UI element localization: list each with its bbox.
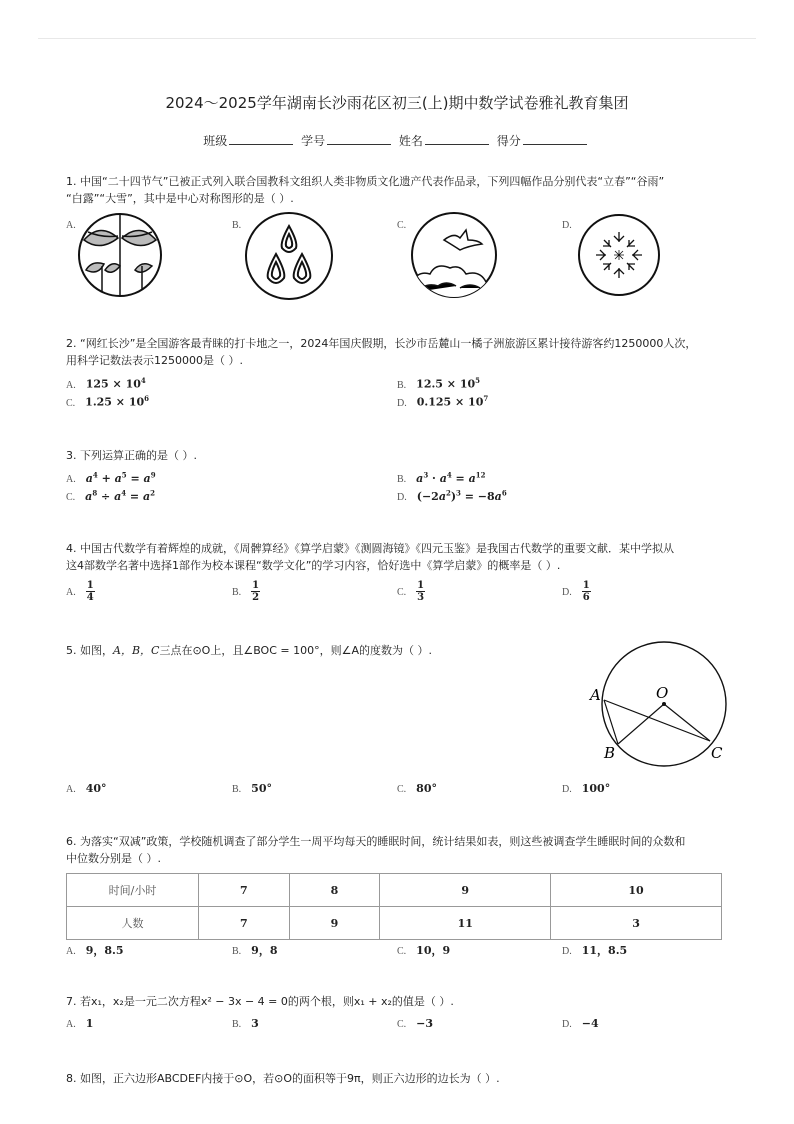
table-cell: 10 [551,874,722,907]
q1-option-a-label[interactable]: A. [66,220,76,231]
q2-option-d[interactable]: D. $0.125 \times 10^7$ [397,394,489,409]
class-blank[interactable] [229,133,293,145]
q3-option-a[interactable]: A. $a^4 + a^5 = a^9$ [66,470,156,485]
table-cell: 8 [289,874,380,907]
question-6-line-1: 6. 为落实“双减”政策，学校随机调查了部分学生一周平均每天的睡眠时间，统计结果如表，则这些被调查学生睡眠时间的众数和 [66,835,686,848]
table-row [67,874,722,907]
page-title: 2024～2025学年湖南长沙雨花区初三(上)期中数学试卷雅礼教育集团 [165,94,629,112]
lichun-figure [78,210,162,298]
guyu-figure [244,210,334,302]
q4-option-c[interactable]: C. $\frac{1}{3}$ [397,580,425,603]
q1-option-c-label[interactable]: C. [397,220,407,231]
q5-option-d[interactable]: D. 100° [562,782,611,795]
table-row [67,907,722,940]
q1-option-d-label[interactable]: D. [562,220,572,231]
number-blank[interactable] [327,133,391,145]
name-blank[interactable] [425,133,489,145]
circle-o-diagram [586,640,732,770]
q3-option-b[interactable]: B. $a^3 \cdot a^4 = a^{12}$ [397,470,486,485]
question-4-line-1: 4. 中国古代数学有着辉煌的成就，《周髀算经》《算学启蒙》《测圆海镜》《四元玉鉴》是我国古代数学的重要文献．某中学拟从 [66,542,674,555]
q2-option-b[interactable]: B. $12.5 \times 10^5$ [397,376,481,391]
table-cell: 9 [289,907,380,940]
number-label: 学号 [301,134,326,148]
q7-option-c[interactable]: C. −3 [397,1017,434,1030]
q5-option-c[interactable]: C. 80° [397,782,437,795]
question-1-line-2: “白露”“大雪”，其中是中心对称图形的是（ ）. [66,192,294,205]
table-cell: 9 [380,874,551,907]
score-blank[interactable] [523,133,587,145]
q5-option-b[interactable]: B. 50° [232,782,272,795]
q7-option-a[interactable]: A. 1 [66,1017,94,1030]
point-o-label: O [656,684,669,702]
question-2-line-1: 2. “网红长沙”是全国游客最青睐的打卡地之一，2024年国庆假期，长沙市岳麓山一橘子洲旅游区累计接待游客约1250000人次， [66,337,697,350]
question-4 [66,540,730,574]
class-label: 班级 [203,134,228,148]
question-6 [66,833,730,867]
table-row-header: 人数 [67,907,199,940]
q6-option-c[interactable]: C. 10，9 [397,944,451,957]
q7-option-d[interactable]: D. −4 [562,1017,599,1030]
q4-option-b[interactable]: B. $\frac{1}{2}$ [232,580,260,603]
q4-option-a[interactable]: A. $\frac{1}{4}$ [66,580,94,603]
table-cell: 7 [199,874,290,907]
table-row-header: 时间/小时 [67,874,199,907]
table-cell: 11 [380,907,551,940]
q6-option-a[interactable]: A. 9，8.5 [66,944,124,957]
sleep-time-table [66,873,722,940]
question-2-line-2: 用科学记数法表示1250000是（ ）. [66,354,243,367]
q2-option-c[interactable]: C. $1.25 \times 10^6$ [66,394,150,409]
question-7: 7. 若x₁，x₂是一元二次方程x² − 3x − 4 = 0的两个根，则x₁ + x₂的值是（ ）. [66,995,454,1008]
bailu-figure [410,210,498,300]
q6-option-d[interactable]: D. 11，8.5 [562,944,628,957]
q1-option-b-label[interactable]: B. [232,220,242,231]
q6-option-b[interactable]: B. 9，8 [232,944,278,957]
question-6-line-2: 中位数分别是（ ）. [66,852,161,865]
daxue-figure [576,212,662,298]
question-1 [66,173,730,207]
q3-option-d[interactable]: D. $(-2a^2)^3 = -8a^6$ [397,488,507,503]
student-info-line [0,132,794,149]
table-cell: 7 [199,907,290,940]
q4-option-d[interactable]: D. $\frac{1}{6}$ [562,580,590,603]
top-divider [38,38,756,39]
score-label: 得分 [496,134,521,148]
point-a-label: A [590,686,601,704]
q7-option-b[interactable]: B. 3 [232,1017,259,1030]
name-label: 姓名 [398,134,423,148]
question-8: 8. 如图，正六边形ABCDEF内接于⊙O，若⊙O的面积等于9π，则正六边形的边长为（ ）. [66,1072,500,1085]
table-cell: 3 [551,907,722,940]
question-5: 5. 如图，A，B，C三点在⊙O上，且∠BOC = 100°，则∠A的度数为（ ）. [66,644,432,657]
question-4-line-2: 这4部数学名著中选择1部作为校本课程“数学文化”的学习内容，恰好选中《算学启蒙》的概率是（ ）. [66,559,561,572]
point-b-label: B [604,744,616,762]
question-3: 3. 下列运算正确的是（ ）. [66,449,197,462]
question-2 [66,335,730,369]
q3-option-c[interactable]: C. $a^8 \div a^4 = a^2$ [66,488,155,503]
point-c-label: C [711,744,723,762]
q2-option-a[interactable]: A. $125 \times 10^4$ [66,376,146,391]
q5-option-a[interactable]: A. 40° [66,782,107,795]
question-1-line-1: 1. 中国“二十四节气”已被正式列入联合国教科文组织人类非物质文化遗产代表作品录，下列四幅作品分别代表“立春”“谷雨” [66,175,665,188]
